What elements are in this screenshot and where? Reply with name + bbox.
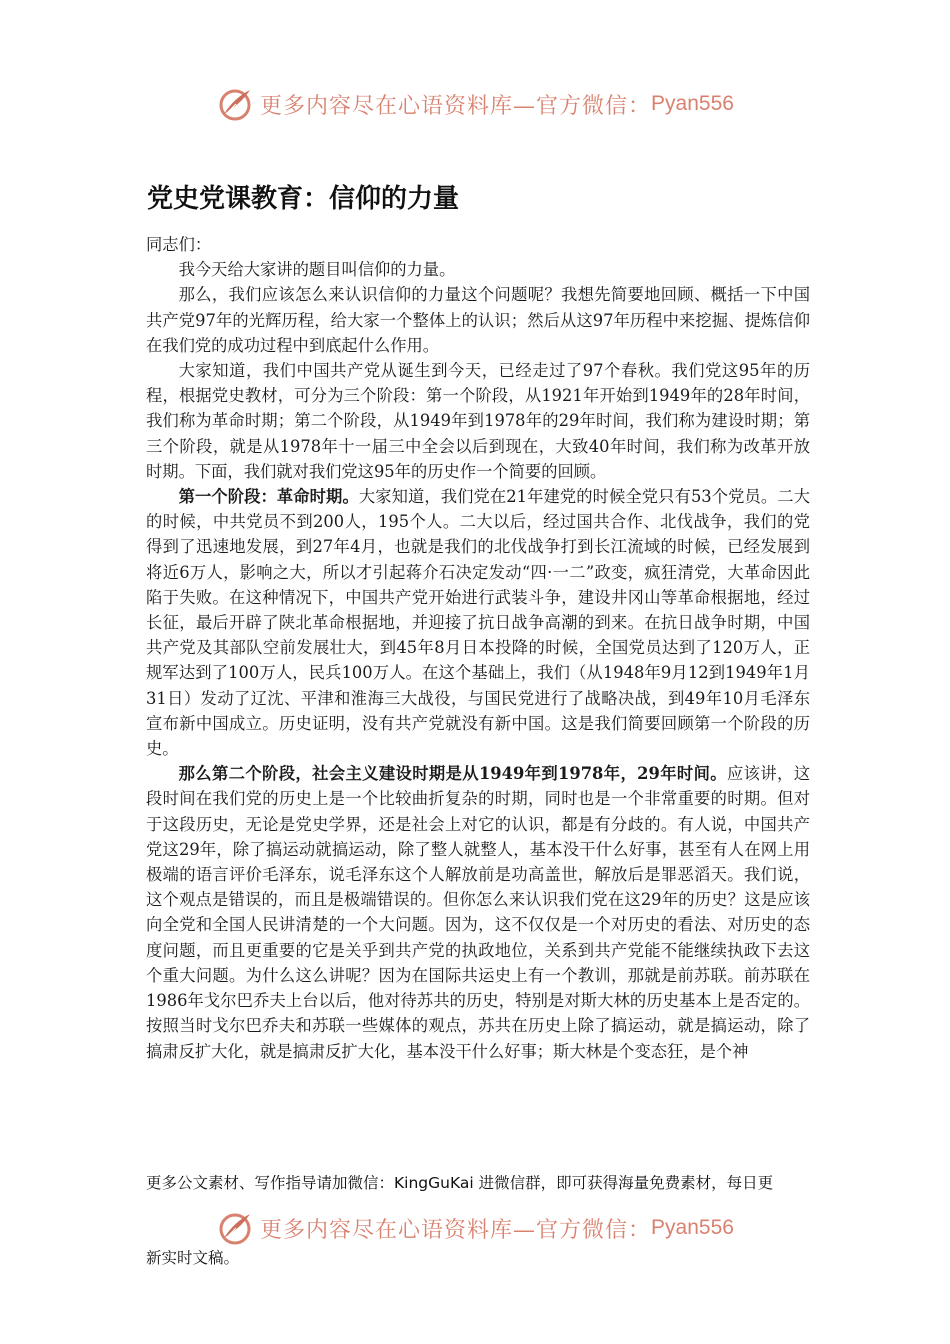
paragraph: 第一个阶段：革命时期。大家知道，我们党在21年建党的时候全党只有53个党员。二大的时候，中共党员不到200人，195个人。二大以后，经过国共合作、北伐战争，我们的党得到了迅速地发展，到27年4月，也就是我们的北伐战争打到长江流域的时候，已经发展到将近6万人，影响之大，所以才引起蒋介石决定发动“四·一二”政变，疯狂清党，大革命因此陷于失败。在这种情况下，中国共产党开始进行武装斗争，建设井冈山等革命根据地，经过长征，最后开辟了陕北革命根据地，并迎接了抗日战争高潮的到来。在抗日战争时期，中国共产党及其部队空前发展壮大，到45年8月日本投降的时候，全国党员达到了120万人，正规军达到了100万人，民兵100万人。在这个基础上，我们（从1948年9月12到1949年1月31日）发动了辽沈、平津和淮海三大战役，与国民党进行了战略决战，到49年10月毛泽东宣布新中国成立。历史证明，没有共产党就没有新中国。这是我们简要回顾第一个阶段的历史。 xyxy=(146,487,810,759)
banner-wechat-id: Pyan556 xyxy=(651,1216,734,1239)
header-banner xyxy=(0,82,950,126)
banner-text: 更多内容尽在心语资料库—官方微信： xyxy=(260,93,652,119)
banner-text: 更多内容尽在心语资料库—官方微信： xyxy=(260,1217,652,1243)
section-heading: 那么第二个阶段，社会主义建设时期是从1949年到1978年，29年时间。 xyxy=(178,764,727,784)
footer-tail: 新实时文稿。 xyxy=(146,1249,240,1267)
document-title: 党史党课教育：信仰的力量 xyxy=(147,184,460,214)
banner-wechat-id: Pyan556 xyxy=(651,92,734,115)
paragraph: 大家知道，我们中国共产党从诞生到今天，已经走过了97个春秋。我们党这95年的历程，根据党史教材，可分为三个阶段：第一个阶段，从1921年开始到1949年的28年时间，我们称为革命时期；第二个阶段，从1949年到1978年的29年时间，我们称为建设时期；第三个阶段，就是从1978年十一届三中全会以后到现在，大致40年时间，我们称为改革开放时期。下面，我们就对我们党这95年的历史作一个简要的回顾。 xyxy=(146,361,810,481)
footer-note: 更多公文素材、写作指导请加微信：KingGuKai 进微信群，即可获得海量免费素材，每日更 xyxy=(146,1174,774,1192)
footer-banner xyxy=(0,1206,950,1250)
paragraph: 那么，我们应该怎么来认识信仰的力量这个问题呢？我想先简要地回顾、概括一下中国共产党97年的光辉历程，给大家一个整体上的认识；然后从这97年历程中来挖掘、提炼信仰在我们党的成功过程中到底起什么作用。 xyxy=(146,285,810,355)
section-heading: 第一个阶段：革命时期。 xyxy=(178,487,359,507)
paragraph: 我今天给大家讲的题目叫信仰的力量。 xyxy=(178,260,456,280)
quill-logo-icon xyxy=(216,84,256,124)
article-body xyxy=(146,232,810,1064)
paragraph: 那么第二个阶段，社会主义建设时期是从1949年到1978年，29年时间。应该讲，这段时间在我们党的历史上是一个比较曲折复杂的时期，同时也是一个非常重要的时期。但对于这段历史，无论是党史学界，还是社会上对它的认识，都是有分歧的。有人说，中国共产党这29年，除了搞运动就搞运动，除了整人就整人，基本没干什么好事，甚至有人在网上用极端的语言评价毛泽东，说毛泽东这个人解放前是功高盖世，解放后是罪恶滔天。我们说，这个观点是错误的，而且是极端错误的。但你怎么来认识我们党在这29年的历史？这是应该向全党和全国人民讲清楚的一个大问题。因为，这不仅仅是一个对历史的看法、对历史的态度问题，而且更重要的它是关乎到共产党的执政地位，关系到共产党能不能继续执政下去这个重大问题。为什么这么讲呢？因为在国际共运史上有一个教训，那就是前苏联。前苏联在1986年戈尔巴乔夫上台以后，他对待苏共的历史，特别是对斯大林的历史基本上是否定的。按照当时戈尔巴乔夫和苏联一些媒体的观点，苏共在历史上除了搞运动，就是搞运动，除了搞肃反扩大化，就是搞肃反扩大化，基本没干什么好事；斯大林是个变态狂，是个神 xyxy=(146,764,810,1061)
quill-logo-icon xyxy=(216,1208,256,1248)
salutation: 同志们： xyxy=(146,235,212,254)
